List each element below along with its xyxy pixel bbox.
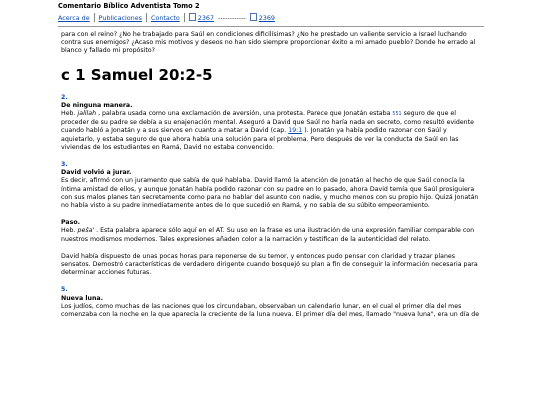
verse-title: De ninguna manera.	[61, 101, 133, 109]
text-run: seguro de que el proceder de su padre se debía a su enajenación mental. Aseguró a David que Saúl no haría nada en secreto, como resultó evidente cuando habló a Jonatán y a sus siervos en cuanto a matar a David (cap.	[61, 110, 474, 135]
hebrew-term: peša'	[77, 227, 95, 235]
verse-title: David volvió a jurar.	[61, 169, 132, 177]
verse-title: Paso.	[61, 219, 81, 227]
previous-page-link[interactable]: 2367	[197, 13, 215, 22]
text-run: Heb.	[61, 110, 78, 118]
header-divider	[58, 26, 484, 27]
text-run: ). Jonatán ya había podido razonar con Saúl y aquietarlo, y estaba seguro de que ahora había una solución para el problema. Pero después de ver la conducta de Saúl en las viviendas de los estudiantes en Ramá, David no estaba convencido.	[61, 127, 459, 151]
top-navigation	[58, 12, 275, 23]
commentary-paragraph: Es decir, afirmó con un juramento que sabía de qué hablaba. David llamó la atención de Jonatán al hecho de que Saúl conocía la íntima amistad de ellos, y aunque Jonatán había podido razonar con su padre en lo pasado, ahora David temía que Saúl prosiguiera con sus malos planes tan secretamente como para no hablar del asunto con nadie, y mucho menos con su propio hijo. Quizá Jonatán no había visto a su padre inmediatamente antes de lo que sucedió en Ramá, y no sabía de su súbito empeoramiento.	[61, 177, 479, 210]
previous-page-icon[interactable]	[189, 13, 196, 21]
next-page-icon[interactable]	[250, 13, 257, 21]
commentary-paragraph	[61, 227, 481, 243]
next-page-link[interactable]: 2369	[258, 13, 275, 22]
commentary-paragraph	[61, 110, 481, 152]
verse-number: 2.	[61, 93, 68, 101]
scripture-reference-link[interactable]: 19:1	[288, 127, 303, 135]
nav-about-link[interactable]: Acerca de	[58, 13, 90, 22]
verse-number: 3.	[61, 161, 68, 169]
nav-publications-link[interactable]: Publicaciones	[98, 13, 142, 22]
page-separator-dashes: ------------	[218, 13, 246, 22]
nav-contact-link[interactable]: Contacto	[151, 13, 180, 22]
hebrew-term: jalilah	[77, 110, 97, 118]
page-number-marker: 551	[392, 112, 402, 118]
nav-separator	[184, 13, 185, 22]
verse-title: Nueva luna.	[61, 294, 104, 302]
chapter-heading: c 1 Samuel 20:2-5	[61, 65, 213, 84]
text-run: . Esta palabra aparece sólo aquí en el AT. Su uso en la frase es una ilustración de una expresión familiar comparable con nuestros modismos modernos. Tales expresiones añaden color a la narración y testifican de la autenticidad del relato.	[61, 227, 475, 243]
nav-separator	[94, 13, 95, 22]
page-header	[0, 0, 540, 30]
commentary-paragraph: Los judíos, como muchas de las naciones que los circundaban, observaban un calendario lunar, en el cual el primer día del mes comenzaba con la noche en la que aparecía la creciente de la luna nueva. El primer día del mes, llamado "nueva luna", era un día de	[61, 302, 480, 319]
commentary-paragraph: David había dispuesto de unas pocas horas para reponerse de su temor, y entonces pudo pensar con claridad y trazar planes sensatos. Demostró características de verdadero dirigente cuando bosquejó su plan a fin de conseguir la información necesaria para determinar acciones futuras.	[61, 252, 478, 277]
text-run: Heb.	[61, 227, 78, 235]
text-run: , palabra usada como una exclamación de aversión, una protesta. Parece que Jonatán estaba	[96, 110, 393, 118]
verse-number: 5.	[61, 286, 68, 294]
nav-separator	[146, 13, 147, 22]
intro-paragraph: para con el reino? ¿No he trabajado para Saúl en condiciones dificilísimas? ¿No he prestado un valiente servicio a Israel luchando contra sus enemigos? ¿Acaso mis motivos y deseos no han sido siempre proporcionar éxito a mi amado pueblo? Donde he errado al blanco y fallado mi propósito?	[61, 31, 476, 55]
book-title: Comentario Bíblico Adventista Tomo 2	[58, 2, 200, 10]
commentary-content	[61, 31, 481, 328]
